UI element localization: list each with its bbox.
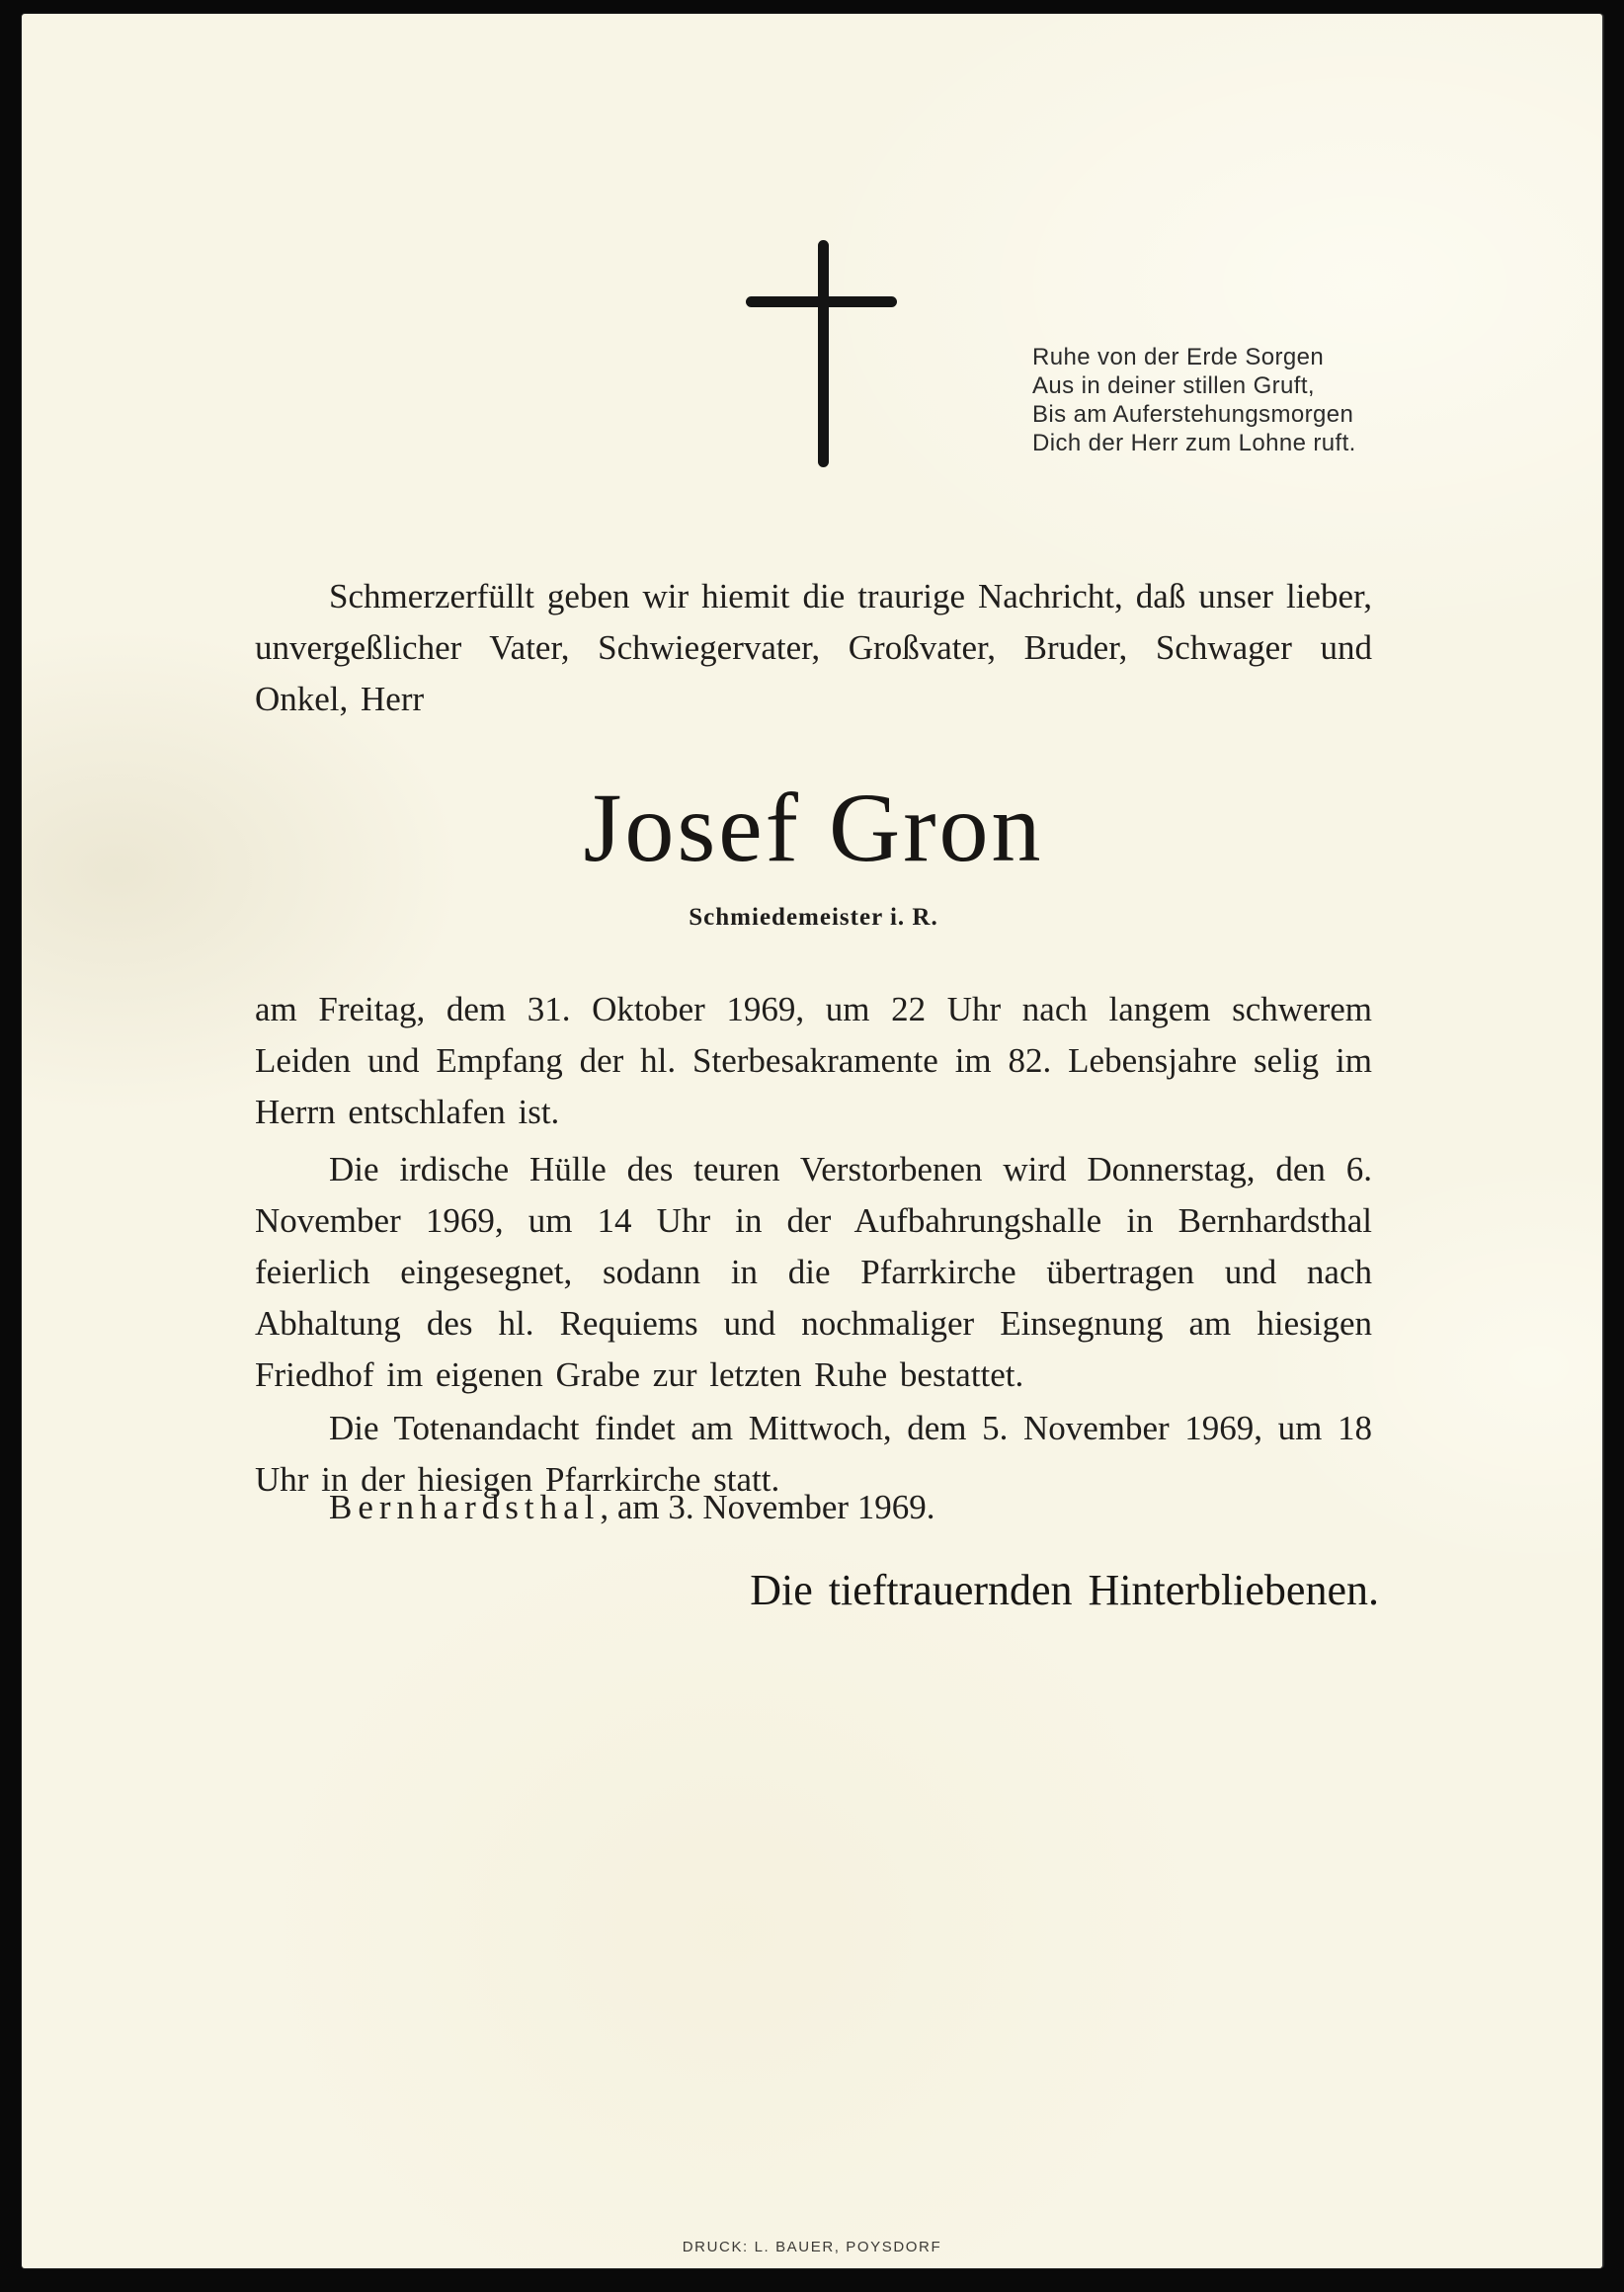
cross-vertical-bar [818, 240, 829, 467]
deceased-title: Schmiedemeister i. R. [689, 904, 938, 931]
printer-credit: DRUCK: L. BAUER, POYSDORF [682, 2239, 942, 2255]
closing-mourners-line: Die tieftrauernden Hinterbliebenen. [750, 1566, 1379, 1614]
deceased-name: Josef Gron [583, 773, 1044, 882]
paragraph-funeral-details: Die irdische Hülle des teuren Verstorbenen wird Donnerstag, den 6. November 1969, um 14 Uhr in der Aufbahrungshalle in Bernhardsthal feierlich eingesegnet, sodann in die Pfarrkirche übertragen und nach Abhaltung des hl. Requiems und nochmaliger Einsegnung am hiesigen Friedhof im eigenen Grabe zur letzten Ruhe bestattet. [255, 1150, 1372, 1394]
announcement-intro: Schmerzerfüllt geben wir hiemit die traurige Nachricht, daß unser lieber, unvergeßlicher Vater, Schwiegervater, Großvater, Bruder, Schwager und Onkel, Herr [255, 577, 1372, 718]
latin-cross-icon [746, 240, 897, 467]
dateline-date: , am 3. November 1969. [600, 1488, 935, 1526]
death-notice-card [22, 14, 1602, 2268]
paragraph-death-details: am Freitag, dem 31. Oktober 1969, um 22 Uhr nach langem schwerem Leiden und Empfang der hl. Sterbesakramente im 82. Lebensjahre selig im Herrn entschlafen ist. [255, 990, 1372, 1131]
memorial-verse [1032, 343, 1356, 457]
verse-line: Dich der Herr zum Lohne ruft. [1032, 430, 1356, 456]
dateline-place: Bernhardsthal [329, 1488, 601, 1526]
verse-line: Aus in deiner stillen Gruft, [1032, 372, 1315, 399]
paragraph-memorial-service: Die Totenandacht findet am Mittwoch, dem 5. November 1969, um 18 Uhr in der hiesigen Pfarrkirche statt. [255, 1409, 1372, 1499]
verse-line: Ruhe von der Erde Sorgen [1032, 344, 1325, 370]
dateline [255, 1482, 1372, 1533]
verse-line: Bis am Auferstehungsmorgen [1032, 401, 1354, 428]
cross-horizontal-bar [746, 296, 897, 307]
